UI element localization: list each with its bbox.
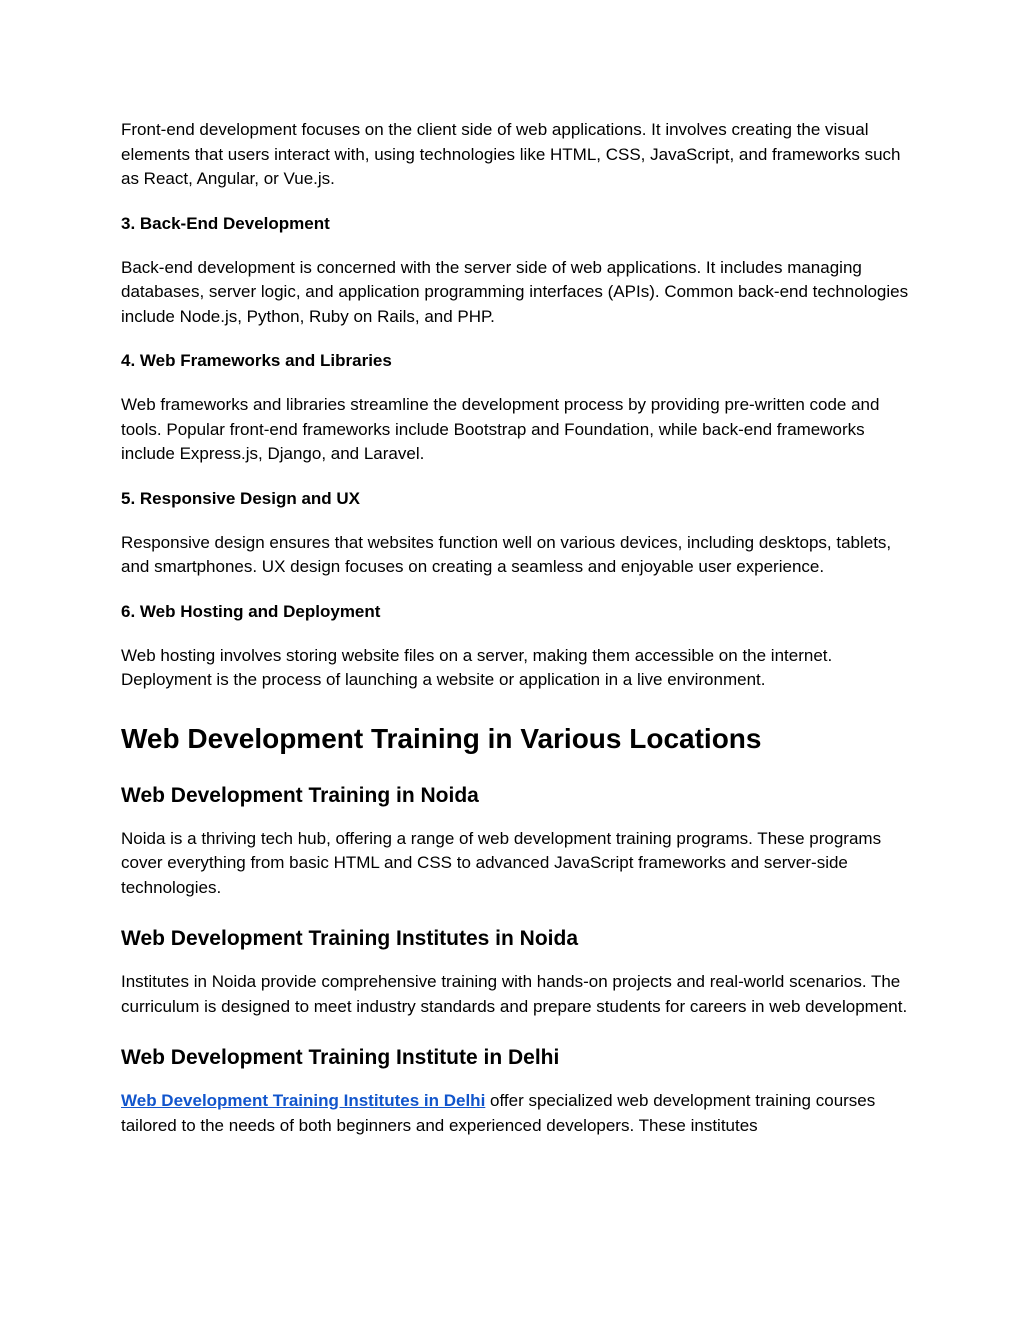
location-body-delhi [121,1089,911,1138]
location-body-noida: Noida is a thriving tech hub, offering a range of web development training programs. These programs cover everything from basic HTML and CSS to advanced JavaScript frameworks and server-side technologies. [121,828,882,897]
location-heading-noida: Web Development Training in Noida [121,783,479,807]
document-content [121,118,911,1138]
location-body-noida-institutes: Institutes in Noida provide comprehensive training with hands-on projects and real-world scenarios. The curriculum is designed to meet industry standards and prepare students for careers in web development. [121,972,908,1016]
section-body-hosting: Web hosting involves storing website files on a server, making them accessible on the internet. Deployment is the process of launching a website or application in a live environment. [121,645,833,689]
delhi-institutes-link[interactable]: Web Development Training Institutes in Delhi [121,1091,486,1110]
main-heading: Web Development Training in Various Locations [121,722,762,754]
section-body-responsive: Responsive design ensures that websites function well on various devices, including desktops, tablets, and smartphones. UX design focuses on creating a seamless and enjoyable user experience. [121,532,892,576]
section-heading-frameworks: 4. Web Frameworks and Libraries [121,351,392,370]
delhi-body-text: offer specialized web development training courses tailored to the needs of both beginners and experienced developers. These institutes [121,1091,876,1135]
section-body-back-end: Back-end development is concerned with the server side of web applications. It includes managing databases, server logic, and application programming interfaces (APIs). Common back-end technologies include Node.js, Python, Ruby on Rails, and PHP. [121,257,909,326]
section-heading-back-end: 3. Back-End Development [121,213,330,233]
intro-paragraph: Front-end development focuses on the client side of web applications. It involves creating the visual elements that users interact with, using technologies like HTML, CSS, JavaScript, and frameworks such as React, Angular, or Vue.js. [121,120,901,188]
section-heading-responsive: 5. Responsive Design and UX [121,488,361,508]
section-heading-hosting: 6. Web Hosting and Deployment [121,601,381,621]
location-heading-delhi: Web Development Training Institute in Delhi [121,1046,560,1069]
location-heading-noida-institutes: Web Development Training Institutes in Noida [121,927,578,950]
section-body-frameworks: Web frameworks and libraries streamline the development process by providing pre-written code and tools. Popular front-end frameworks include Bootstrap and Foundation, while back-end frameworks include Express.js, Django, and Laravel. [121,395,880,463]
